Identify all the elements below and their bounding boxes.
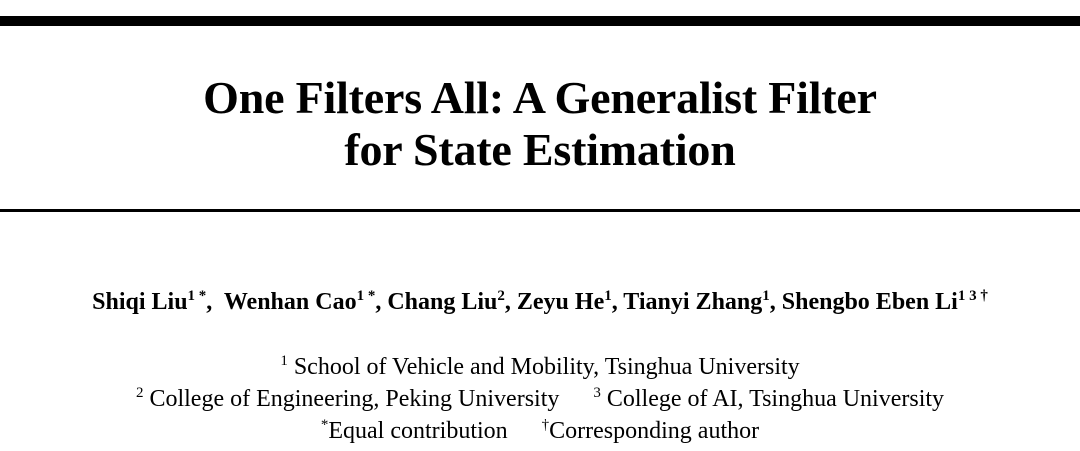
author: Shengbo Eben $Li^{1 3 \dagger}$: [781, 288, 988, 315]
author-marks: 1 3 †: [957, 288, 988, 304]
author-notes: [0, 416, 1080, 446]
author-separator: ,: [504, 289, 517, 315]
author-separator: ,: [769, 289, 782, 315]
paper-title: [0, 72, 1080, 176]
author-separator: ,: [206, 289, 224, 315]
title-line-2: for State Estimation: [344, 124, 736, 175]
bottom-rule: [0, 209, 1080, 212]
note-mark: *: [320, 417, 329, 433]
author-marks: 1 *: [187, 288, 207, 304]
author: Chang Liu$^2$: [387, 288, 505, 315]
note-text: Corresponding author: [549, 418, 760, 444]
author-marks: 1 *: [356, 288, 376, 304]
note-text: Equal contribution: [328, 418, 508, 444]
author-list: [0, 287, 1080, 317]
note-mark: †: [541, 417, 550, 433]
affiliation-line-1: [0, 352, 1080, 382]
author: Wenhan Cao$^{1 *}$: [223, 288, 376, 315]
author: Zeyu He$^1$: [516, 288, 612, 315]
author-marks: 1: [604, 288, 612, 304]
affiliation-mark: 3: [593, 385, 601, 401]
author: Tianyi Zhang$^1$: [623, 288, 770, 315]
affiliation-text: College of AI, Tsinghua University: [600, 386, 945, 412]
author-marks: 1: [762, 288, 770, 304]
title-line-1: One Filters All: A Generalist Filter: [203, 72, 877, 123]
top-rule: [0, 16, 1080, 26]
author-separator: ,: [375, 289, 388, 315]
author: Shiqi Liu$^{1 *}$: [92, 288, 207, 315]
affiliation-line-2: [0, 384, 1080, 414]
affiliation-mark: 1: [280, 353, 288, 369]
author-separator: ,: [611, 289, 624, 315]
affiliation-text: College of Engineering, Peking University: [143, 386, 560, 412]
affiliation-text: School of Vehicle and Mobility, Tsinghua University: [287, 354, 800, 380]
affiliation-mark: 2: [135, 385, 144, 401]
author-marks: 2: [497, 288, 505, 304]
